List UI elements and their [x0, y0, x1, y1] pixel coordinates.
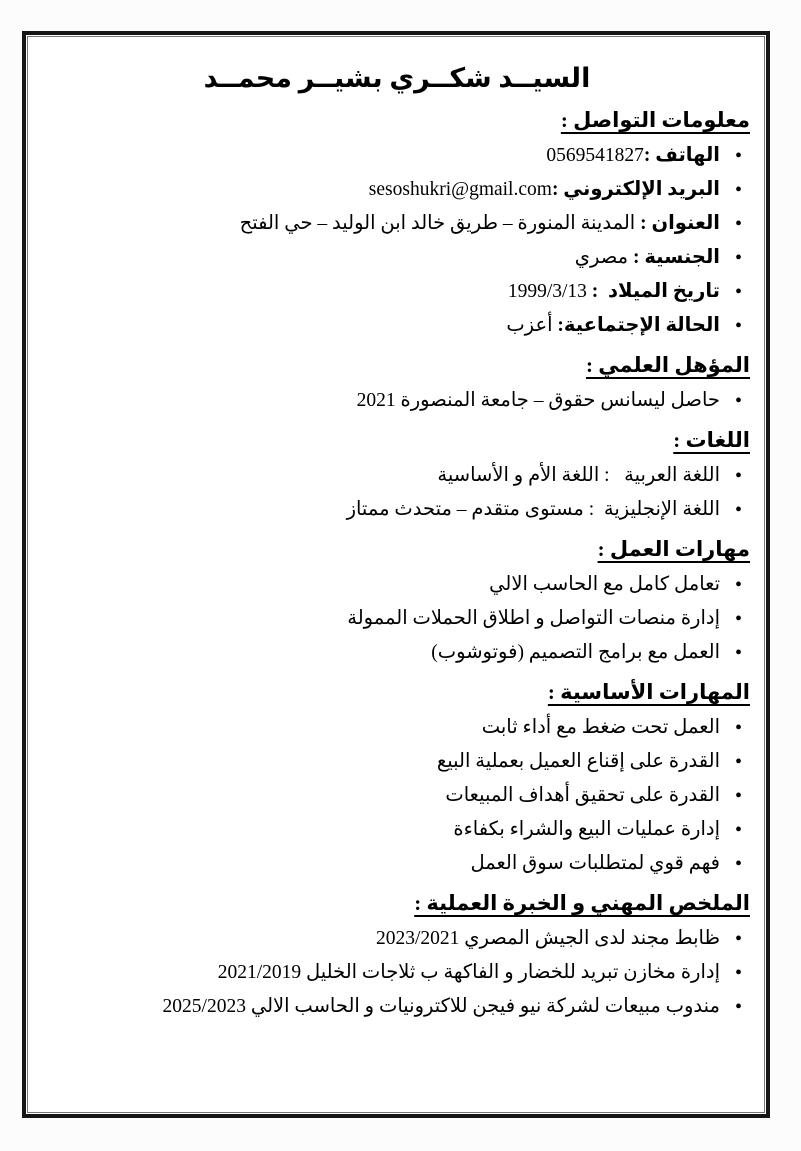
- list-item: [44, 813, 744, 847]
- item-value: إدارة عمليات البيع والشراء بكفاءة: [453, 819, 720, 840]
- list-item: [44, 847, 744, 881]
- section-list-experience: [44, 922, 750, 1024]
- item-label: الهاتف :: [643, 145, 720, 166]
- section-list-work-skills: [44, 568, 750, 670]
- section-heading-contact-info: معلومات التواصل :: [560, 108, 750, 132]
- list-item: [44, 711, 744, 745]
- cv-name-title: السيــد شكــري بشيــر محمــد: [203, 63, 591, 93]
- section-list-core-skills: [44, 711, 750, 881]
- list-item: [44, 602, 744, 636]
- item-value: إدارة منصات التواصل و اطلاق الحملات الممولة: [347, 608, 720, 629]
- list-item: [44, 309, 744, 343]
- list-item: [44, 207, 744, 241]
- item-label: العنوان :: [635, 213, 720, 234]
- item-value: القدرة على تحقيق أهداف المبيعات: [445, 785, 720, 806]
- cv-sections: [44, 108, 750, 1024]
- list-item: [44, 241, 744, 275]
- item-value: العمل تحت ضغط مع أداء ثابت: [481, 717, 720, 738]
- list-item: [44, 745, 744, 779]
- item-value: 0569541827: [546, 145, 644, 166]
- list-item: [44, 275, 744, 309]
- section-list-contact-info: [44, 139, 750, 343]
- section-heading-core-skills: المهارات الأساسية :: [547, 680, 750, 704]
- item-value: المدينة المنورة – طريق خالد ابن الوليد – حي الفتح: [239, 213, 636, 234]
- item-value: مندوب مبيعات لشركة نيو فيجن للاكترونيات و الحاسب الالي 2025/2023: [162, 996, 720, 1017]
- page-content: [27, 36, 765, 1113]
- list-item: [44, 173, 744, 207]
- item-value: اللغة العربية : اللغة الأم و الأساسية: [437, 465, 720, 486]
- section-heading-education: المؤهل العلمي :: [586, 353, 750, 377]
- section-heading-work-skills: مهارات العمل :: [597, 537, 750, 561]
- item-value: أعزب: [506, 315, 553, 336]
- section-list-education: [44, 384, 750, 418]
- list-item: [44, 493, 744, 527]
- item-value: إدارة مخازن تبريد للخضار و الفاكهة ب ثلاجات الخليل 2021/2019: [217, 962, 720, 983]
- item-value: حاصل ليسانس حقوق – جامعة المنصورة 2021: [356, 390, 720, 411]
- item-value: 1999/3/13: [507, 281, 587, 302]
- item-label: الجنسية :: [628, 247, 720, 268]
- item-value: ظابط مجند لدى الجيش المصري 2023/2021: [375, 928, 720, 949]
- item-label: الحالة الإجتماعية:: [552, 315, 720, 336]
- item-value: sesoshukri@gmail.com: [368, 179, 552, 200]
- section-heading-languages: اللغات :: [673, 428, 750, 452]
- item-value: اللغة الإنجليزية : مستوى متقدم – متحدث ممتاز: [346, 499, 720, 520]
- list-item: [44, 990, 744, 1024]
- list-item: [44, 636, 744, 670]
- list-item: [44, 956, 744, 990]
- section-list-languages: [44, 459, 750, 527]
- list-item: [44, 922, 744, 956]
- list-item: [44, 568, 744, 602]
- list-item: [44, 459, 744, 493]
- item-value: مصري: [574, 247, 629, 268]
- section-heading-experience: الملخص المهني و الخبرة العملية :: [414, 891, 750, 915]
- list-item: [44, 779, 744, 813]
- page-border-frame: [22, 31, 770, 1118]
- item-value: العمل مع برامج التصميم (فوتوشوب): [431, 642, 720, 663]
- item-label: تاريخ الميلاد :: [586, 281, 720, 302]
- item-value: تعامل كامل مع الحاسب الالي: [489, 574, 720, 595]
- list-item: [44, 384, 744, 418]
- item-label: البريد الإلكتروني :: [551, 179, 720, 200]
- list-item: [44, 139, 744, 173]
- item-value: فهم قوي لمتطلبات سوق العمل: [470, 853, 720, 874]
- item-value: القدرة على إقناع العميل بعملية البيع: [436, 751, 720, 772]
